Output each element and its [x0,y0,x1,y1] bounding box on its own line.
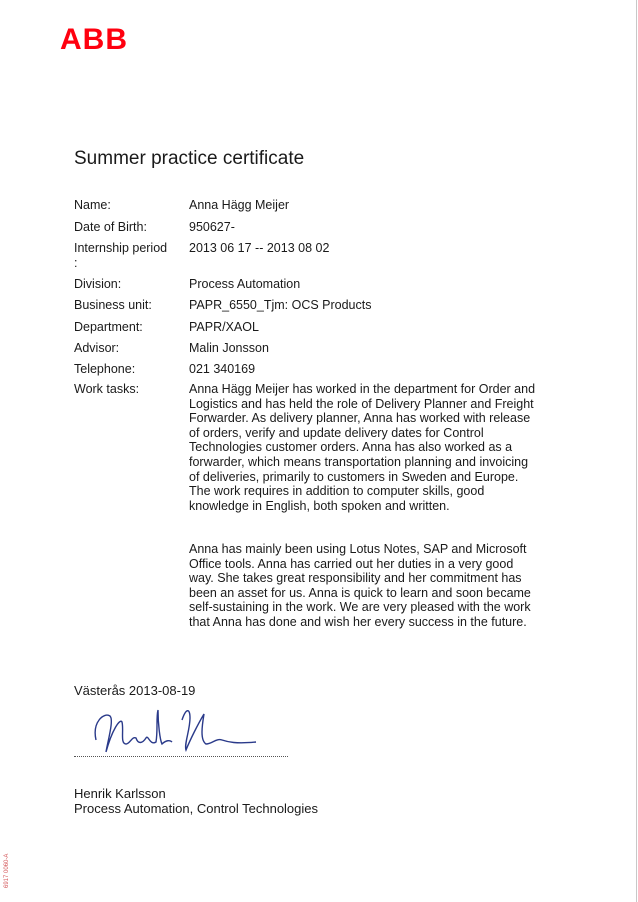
work-tasks-paragraph-2: Anna has mainly been using Lotus Notes, SAP and Microsoft Office tools. Anna has carried out her duties in a very good way. She takes great responsibility and her commitment has been an asset for us. Anna is quick to learn and soon became self-sustaining in the work. We are very pleased with the work that Anna has done and wish her every success in the future. [189,542,531,629]
abb-logo [60,22,130,52]
page-edge [636,0,637,902]
signer-title: Process Automation, Control Technologies [74,801,319,816]
abb-logo-text: ABB [60,23,128,52]
document-code [4,830,14,890]
department-value: PAPR/XAOL [189,320,259,334]
internship-label-colon: : [74,256,78,270]
signer-name: Henrik Karlsson [74,786,166,801]
work-tasks-label: Work tasks: [74,382,140,396]
name-label: Name: [74,198,111,212]
internship-value: 2013 06 17 -- 2013 08 02 [189,241,330,255]
business-unit-label: Business unit: [74,298,152,312]
dob-value: 950627- [189,220,235,234]
division-value: Process Automation [189,277,301,291]
telephone-value: 021 340169 [189,362,256,376]
advisor-value: Malin Jonsson [189,341,269,355]
certificate-title: Summer practice certificate [74,148,305,169]
dob-label: Date of Birth: [74,220,147,234]
division-label: Division: [74,277,122,291]
advisor-label: Advisor: [74,341,120,355]
internship-label: Internship period [74,241,168,255]
business-unit-value: PAPR_6550_Tjm: OCS Products [189,298,372,312]
department-label: Department: [74,320,143,334]
place-and-date: Västerås 2013-08-19 [74,683,196,698]
telephone-label: Telephone: [74,362,136,376]
name-value: Anna Hägg Meijer [189,198,290,212]
work-tasks-paragraph-1: Anna Hägg Meijer has worked in the department for Order and Logistics and has held the role of Delivery Planner and Freight Forwarder. As delivery planner, Anna has worked with release of orders, verify and update delivery dates for Control Technologies customer orders. Anna has also worked as a forwarder, which means transportation planning and invoicing of deliveries, primarily to customers in Sweden and Europe. The work requires in addition to computer skills, good knowledge in English, both spoken and written. [189,382,536,513]
document-code-text: 6917 0060-A [4,853,10,888]
signature-line [74,756,288,757]
handwritten-signature [86,700,286,760]
